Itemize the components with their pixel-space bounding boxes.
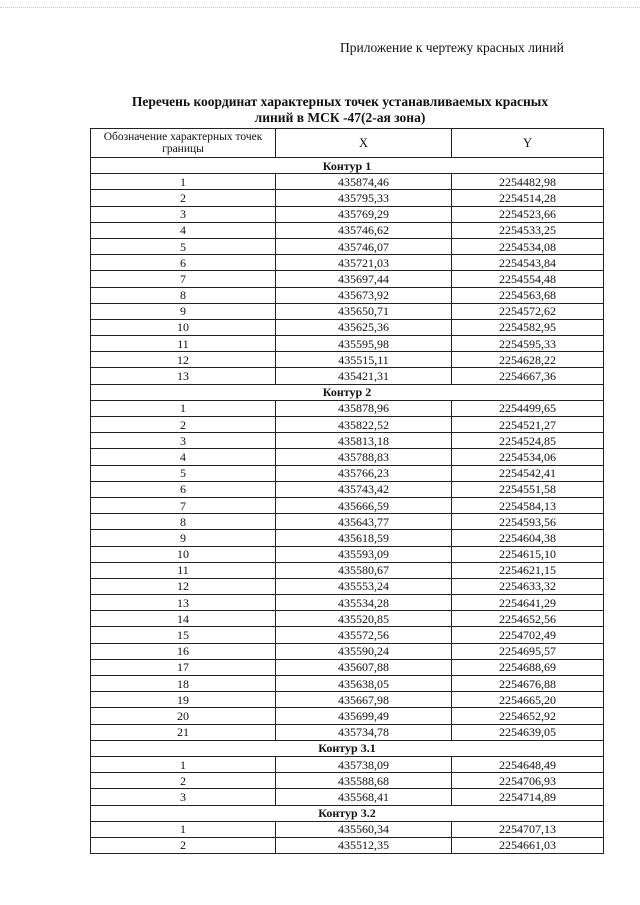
x-coordinate-cell: 435590,24: [276, 643, 452, 659]
table-row: [91, 222, 604, 238]
point-number-cell: 16: [91, 643, 276, 659]
x-coordinate-cell: 435572,56: [276, 627, 452, 643]
document-title-line-2: линий в МСК -47(2-ая зона): [254, 110, 426, 125]
table-row: [91, 336, 604, 352]
x-coordinate-cell: 435421,31: [276, 368, 452, 384]
y-coordinate-cell: 2254593,56: [452, 514, 604, 530]
y-coordinate-cell: 2254543,84: [452, 255, 604, 271]
y-coordinate-cell: 2254676,88: [452, 676, 604, 692]
y-coordinate-cell: 2254582,95: [452, 319, 604, 335]
column-header-y: Y: [452, 129, 604, 158]
table-row: [91, 497, 604, 513]
point-number-cell: 9: [91, 303, 276, 319]
point-number-cell: 21: [91, 724, 276, 740]
point-number-cell: 12: [91, 352, 276, 368]
x-coordinate-cell: 435746,62: [276, 222, 452, 238]
table-row: [91, 303, 604, 319]
x-coordinate-cell: 435667,98: [276, 692, 452, 708]
y-coordinate-cell: 2254534,06: [452, 449, 604, 465]
table-row: [91, 837, 604, 853]
x-coordinate-cell: 435520,85: [276, 611, 452, 627]
table-row: [91, 433, 604, 449]
contour-header-row: [91, 805, 604, 821]
x-coordinate-cell: 435607,88: [276, 659, 452, 675]
table-row: [91, 821, 604, 837]
table-row: [91, 724, 604, 740]
point-number-cell: 3: [91, 433, 276, 449]
point-number-cell: 17: [91, 659, 276, 675]
contour-title: Контур 3.1: [91, 740, 604, 756]
table-row: [91, 530, 604, 546]
y-coordinate-cell: 2254533,25: [452, 222, 604, 238]
x-coordinate-cell: 435721,03: [276, 255, 452, 271]
table-row: [91, 319, 604, 335]
x-coordinate-cell: 435593,09: [276, 546, 452, 562]
point-number-cell: 1: [91, 400, 276, 416]
table-row: [91, 773, 604, 789]
point-number-cell: 2: [91, 837, 276, 853]
point-number-cell: 15: [91, 627, 276, 643]
table-row: [91, 400, 604, 416]
y-coordinate-cell: 2254604,38: [452, 530, 604, 546]
point-number-cell: 5: [91, 238, 276, 254]
annex-heading: Приложение к чертежу красных линий: [340, 40, 564, 55]
point-number-cell: 7: [91, 271, 276, 287]
y-coordinate-cell: 2254542,41: [452, 465, 604, 481]
table-row: [91, 562, 604, 578]
point-number-cell: 2: [91, 773, 276, 789]
y-coordinate-cell: 2254706,93: [452, 773, 604, 789]
table-row: [91, 481, 604, 497]
table-row: [91, 206, 604, 222]
y-coordinate-cell: 2254554,48: [452, 271, 604, 287]
point-number-cell: 8: [91, 287, 276, 303]
point-number-cell: 4: [91, 222, 276, 238]
y-coordinate-cell: 2254572,62: [452, 303, 604, 319]
table-row: [91, 417, 604, 433]
point-number-cell: 11: [91, 562, 276, 578]
contour-header-row: [91, 158, 604, 174]
point-number-cell: 10: [91, 319, 276, 335]
table-row: [91, 692, 604, 708]
y-coordinate-cell: 2254688,69: [452, 659, 604, 675]
table-row: [91, 611, 604, 627]
y-coordinate-cell: 2254639,05: [452, 724, 604, 740]
table-row: [91, 643, 604, 659]
point-number-cell: 7: [91, 497, 276, 513]
point-number-cell: 13: [91, 595, 276, 611]
table-row: [91, 449, 604, 465]
y-coordinate-cell: 2254665,20: [452, 692, 604, 708]
y-coordinate-cell: 2254707,13: [452, 821, 604, 837]
y-coordinate-cell: 2254628,22: [452, 352, 604, 368]
table-row: [91, 789, 604, 805]
point-number-cell: 10: [91, 546, 276, 562]
point-number-cell: 3: [91, 206, 276, 222]
table-row: [91, 595, 604, 611]
table-row: [91, 352, 604, 368]
x-coordinate-cell: 435560,34: [276, 821, 452, 837]
contour-title: Контур 1: [91, 158, 604, 174]
point-number-cell: 1: [91, 756, 276, 772]
x-coordinate-cell: 435699,49: [276, 708, 452, 724]
table-row: [91, 190, 604, 206]
table-header-row: [91, 129, 604, 158]
x-coordinate-cell: 435673,92: [276, 287, 452, 303]
column-header-point: [91, 129, 276, 158]
point-number-cell: 18: [91, 676, 276, 692]
x-coordinate-cell: 435822,52: [276, 417, 452, 433]
point-number-cell: 6: [91, 255, 276, 271]
point-number-cell: 12: [91, 578, 276, 594]
table-row: [91, 174, 604, 190]
y-coordinate-cell: 2254702,49: [452, 627, 604, 643]
x-coordinate-cell: 435743,42: [276, 481, 452, 497]
x-coordinate-cell: 435588,68: [276, 773, 452, 789]
y-coordinate-cell: 2254695,57: [452, 643, 604, 659]
table-row: [91, 756, 604, 772]
point-number-cell: 20: [91, 708, 276, 724]
table-row: [91, 546, 604, 562]
x-coordinate-cell: 435769,29: [276, 206, 452, 222]
point-number-cell: 9: [91, 530, 276, 546]
table-row: [91, 271, 604, 287]
x-coordinate-cell: 435795,33: [276, 190, 452, 206]
x-coordinate-cell: 435515,11: [276, 352, 452, 368]
table-row: [91, 627, 604, 643]
table-row: [91, 659, 604, 675]
y-coordinate-cell: 2254499,65: [452, 400, 604, 416]
y-coordinate-cell: 2254584,13: [452, 497, 604, 513]
x-coordinate-cell: 435813,18: [276, 433, 452, 449]
y-coordinate-cell: 2254621,15: [452, 562, 604, 578]
x-coordinate-cell: 435618,59: [276, 530, 452, 546]
document-title-line-1: Перечень координат характерных точек устанавливаемых красных: [131, 94, 549, 109]
point-number-cell: 3: [91, 789, 276, 805]
point-number-cell: 14: [91, 611, 276, 627]
point-number-cell: 8: [91, 514, 276, 530]
x-coordinate-cell: 435553,24: [276, 578, 452, 594]
point-number-cell: 11: [91, 336, 276, 352]
table-row: [91, 514, 604, 530]
table-row: [91, 465, 604, 481]
y-coordinate-cell: 2254534,08: [452, 238, 604, 254]
contour-header-row: [91, 740, 604, 756]
x-coordinate-cell: 435638,05: [276, 676, 452, 692]
y-coordinate-cell: 2254667,36: [452, 368, 604, 384]
x-coordinate-cell: 435874,46: [276, 174, 452, 190]
contour-title: Контур 2: [91, 384, 604, 400]
x-coordinate-cell: 435697,44: [276, 271, 452, 287]
point-number-cell: 1: [91, 821, 276, 837]
x-coordinate-cell: 435734,78: [276, 724, 452, 740]
table-row: [91, 578, 604, 594]
point-number-cell: 4: [91, 449, 276, 465]
y-coordinate-cell: 2254563,68: [452, 287, 604, 303]
x-coordinate-cell: 435878,96: [276, 400, 452, 416]
page-top-edge: [0, 7, 640, 8]
y-coordinate-cell: 2254661,03: [452, 837, 604, 853]
x-coordinate-cell: 435643,77: [276, 514, 452, 530]
y-coordinate-cell: 2254652,92: [452, 708, 604, 724]
x-coordinate-cell: 435568,41: [276, 789, 452, 805]
contour-header-row: [91, 384, 604, 400]
x-coordinate-cell: 435512,35: [276, 837, 452, 853]
coordinates-table: [90, 128, 604, 854]
contour-title: Контур 3.2: [91, 805, 604, 821]
y-coordinate-cell: 2254521,27: [452, 417, 604, 433]
y-coordinate-cell: 2254482,98: [452, 174, 604, 190]
table-body: [91, 158, 604, 854]
table-row: [91, 255, 604, 271]
table-row: [91, 238, 604, 254]
y-coordinate-cell: 2254633,32: [452, 578, 604, 594]
x-coordinate-cell: 435766,23: [276, 465, 452, 481]
point-number-cell: 2: [91, 190, 276, 206]
point-number-cell: 1: [91, 174, 276, 190]
x-coordinate-cell: 435666,59: [276, 497, 452, 513]
point-number-cell: 13: [91, 368, 276, 384]
point-number-cell: 5: [91, 465, 276, 481]
table-row: [91, 676, 604, 692]
x-coordinate-cell: 435595,98: [276, 336, 452, 352]
y-coordinate-cell: 2254615,10: [452, 546, 604, 562]
table-row: [91, 708, 604, 724]
column-header-x: X: [276, 129, 452, 158]
x-coordinate-cell: 435580,67: [276, 562, 452, 578]
y-coordinate-cell: 2254524,85: [452, 433, 604, 449]
y-coordinate-cell: 2254652,56: [452, 611, 604, 627]
x-coordinate-cell: 435738,09: [276, 756, 452, 772]
y-coordinate-cell: 2254714,89: [452, 789, 604, 805]
x-coordinate-cell: 435650,71: [276, 303, 452, 319]
y-coordinate-cell: 2254523,66: [452, 206, 604, 222]
column-header-point-label: Обозначение характерных точек границы: [103, 131, 263, 155]
point-number-cell: 2: [91, 417, 276, 433]
table-row: [91, 287, 604, 303]
document-title: [80, 94, 600, 126]
y-coordinate-cell: 2254641,29: [452, 595, 604, 611]
x-coordinate-cell: 435746,07: [276, 238, 452, 254]
x-coordinate-cell: 435625,36: [276, 319, 452, 335]
x-coordinate-cell: 435534,28: [276, 595, 452, 611]
y-coordinate-cell: 2254551,58: [452, 481, 604, 497]
y-coordinate-cell: 2254595,33: [452, 336, 604, 352]
table-row: [91, 368, 604, 384]
y-coordinate-cell: 2254648,49: [452, 756, 604, 772]
x-coordinate-cell: 435788,83: [276, 449, 452, 465]
y-coordinate-cell: 2254514,28: [452, 190, 604, 206]
point-number-cell: 6: [91, 481, 276, 497]
point-number-cell: 19: [91, 692, 276, 708]
